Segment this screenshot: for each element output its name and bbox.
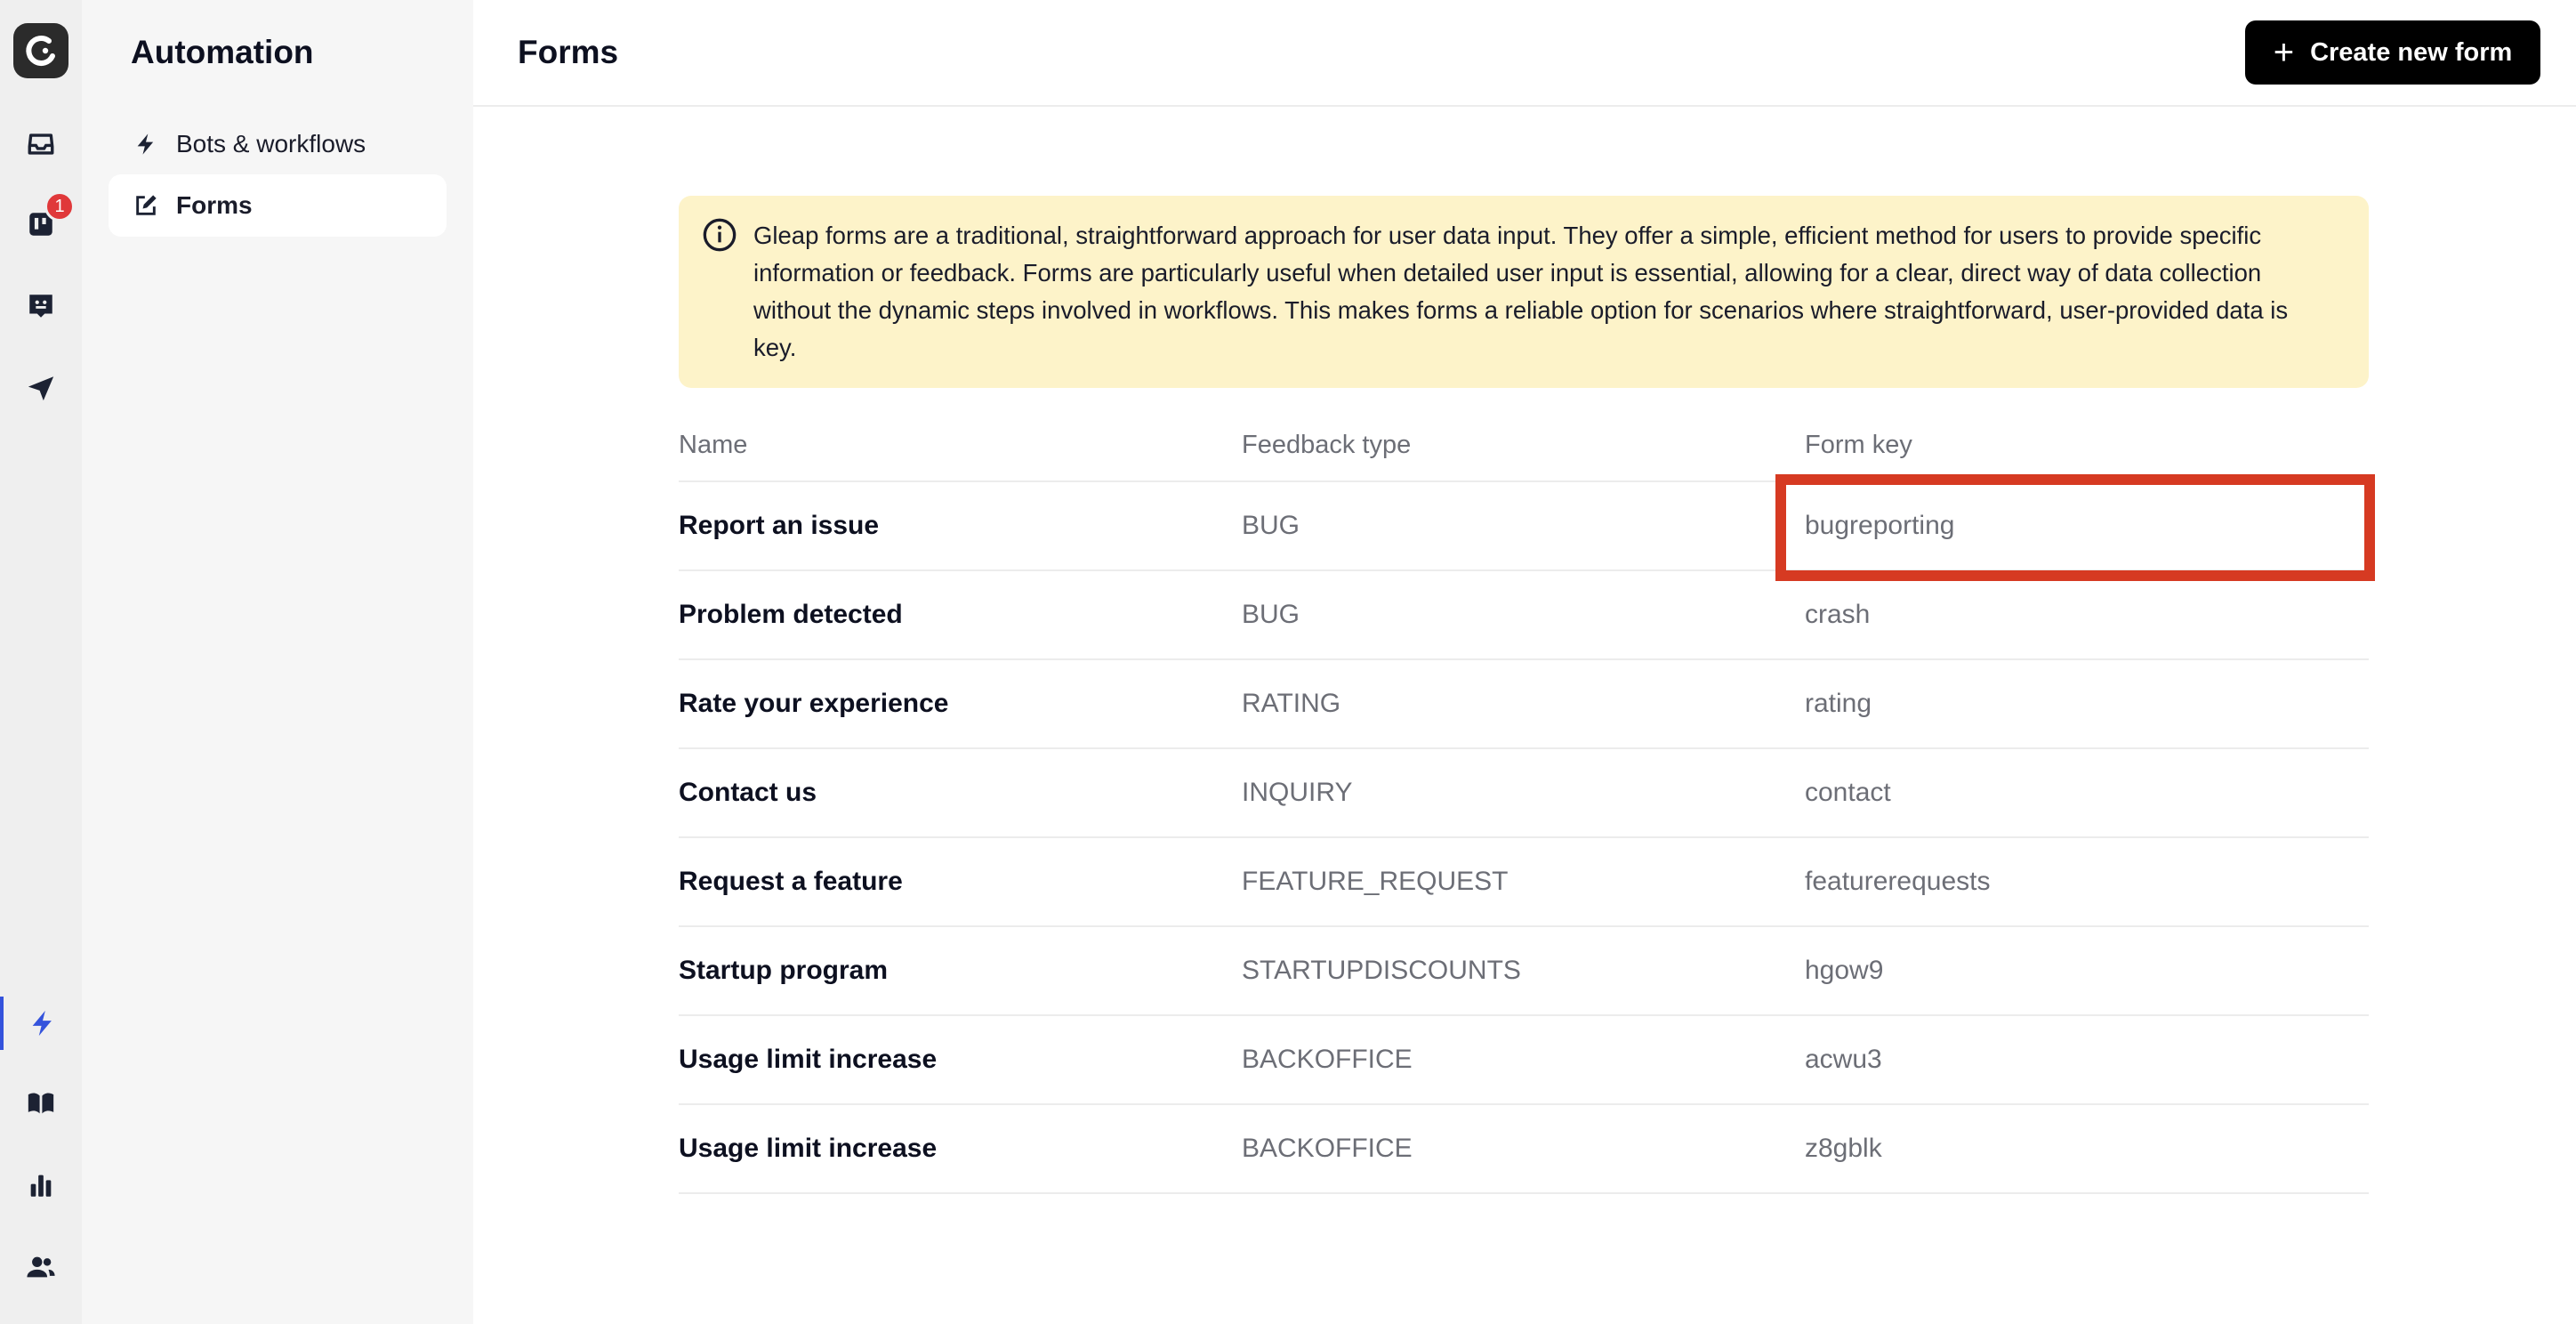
bot-icon xyxy=(26,291,56,321)
automation-sidebar xyxy=(82,0,473,1324)
sidebar-item-bots-workflows[interactable] xyxy=(109,113,447,175)
form-key: acwu3 xyxy=(1805,1045,1882,1074)
app-logo[interactable] xyxy=(13,23,68,78)
outbound-button[interactable] xyxy=(0,361,82,415)
feedback-type: FEATURE_REQUEST xyxy=(1242,867,1509,896)
edit-square-icon xyxy=(133,193,158,218)
table-row[interactable] xyxy=(679,927,2369,1016)
inbox-icon xyxy=(26,129,56,159)
bolt-icon xyxy=(28,1008,58,1038)
form-key: crash xyxy=(1805,600,1871,629)
page-title: Forms xyxy=(518,34,619,70)
table-row[interactable] xyxy=(679,838,2369,927)
inbox-button[interactable] xyxy=(0,117,82,171)
table-row[interactable] xyxy=(679,1105,2369,1194)
column-header-name[interactable]: Name xyxy=(679,430,748,459)
bolt-icon xyxy=(133,132,158,157)
create-button-label: Create new form xyxy=(2310,37,2513,67)
info-banner xyxy=(679,196,2369,388)
feedback-type: BUG xyxy=(1242,511,1300,540)
form-name: Contact us xyxy=(679,778,817,807)
notification-badge: 1 xyxy=(44,191,75,222)
highlight-box xyxy=(1775,474,2375,581)
form-key: contact xyxy=(1805,778,1891,807)
users-icon xyxy=(26,1252,56,1282)
feedback-type: INQUIRY xyxy=(1242,778,1353,807)
bots-button[interactable] xyxy=(0,279,82,333)
feedback-type: BACKOFFICE xyxy=(1242,1045,1413,1074)
feedback-type: STARTUPDISCOUNTS xyxy=(1242,956,1521,985)
form-key: hgow9 xyxy=(1805,956,1884,985)
logo-icon xyxy=(23,33,59,69)
form-name: Startup program xyxy=(679,956,889,985)
form-name: Usage limit increase xyxy=(679,1134,938,1163)
form-key: bugreporting xyxy=(1805,511,1955,540)
form-key: z8gblk xyxy=(1805,1134,1882,1163)
table-row[interactable] xyxy=(679,660,2369,749)
column-header-form-key[interactable]: Form key xyxy=(1805,430,1912,459)
info-icon xyxy=(702,217,737,253)
sidebar-title: Automation xyxy=(131,34,314,70)
feedback-type: RATING xyxy=(1242,689,1341,718)
automation-button[interactable] xyxy=(0,997,82,1050)
chart-icon xyxy=(26,1170,56,1200)
icon-rail xyxy=(0,0,82,1324)
send-icon xyxy=(26,373,56,403)
column-header-feedback-type[interactable]: Feedback type xyxy=(1242,430,1412,459)
table-row[interactable] xyxy=(679,571,2369,660)
reports-button[interactable] xyxy=(0,1158,82,1212)
contacts-button[interactable] xyxy=(0,1240,82,1294)
form-name: Report an issue xyxy=(679,511,880,540)
info-text: Gleap forms are a traditional, straightforward approach for user data input. They offer a simple, efficient method for users to provide specific information or feedback. Forms are particularly useful when detailed user input is essential, allowing for a clear, direct way of data collection without the dynamic steps involved in workflows. This makes forms a reliable option for scenarios where straightforward, user-provided data is key. xyxy=(753,222,2289,361)
form-name: Request a feature xyxy=(679,867,903,896)
form-key: rating xyxy=(1805,689,1872,718)
feedback-type: BUG xyxy=(1242,600,1300,629)
form-name: Rate your experience xyxy=(679,689,949,718)
form-name: Problem detected xyxy=(679,600,903,629)
form-name: Usage limit increase xyxy=(679,1045,938,1074)
plus-icon: + xyxy=(2273,33,2295,72)
create-new-form-button[interactable] xyxy=(2245,20,2540,85)
page-header xyxy=(473,0,2576,107)
feedback-type: BACKOFFICE xyxy=(1242,1134,1413,1163)
knowledge-base-button[interactable] xyxy=(0,1077,82,1130)
table-row[interactable] xyxy=(679,749,2369,838)
sidebar-item-label: Forms xyxy=(176,191,253,219)
table-header xyxy=(679,409,2369,482)
main-content xyxy=(473,0,2576,1324)
table-row[interactable] xyxy=(679,1016,2369,1105)
form-key: featurerequests xyxy=(1805,867,1991,896)
sidebar-item-forms[interactable] xyxy=(109,174,447,237)
sidebar-item-label: Bots & workflows xyxy=(176,130,366,157)
book-icon xyxy=(26,1088,56,1118)
